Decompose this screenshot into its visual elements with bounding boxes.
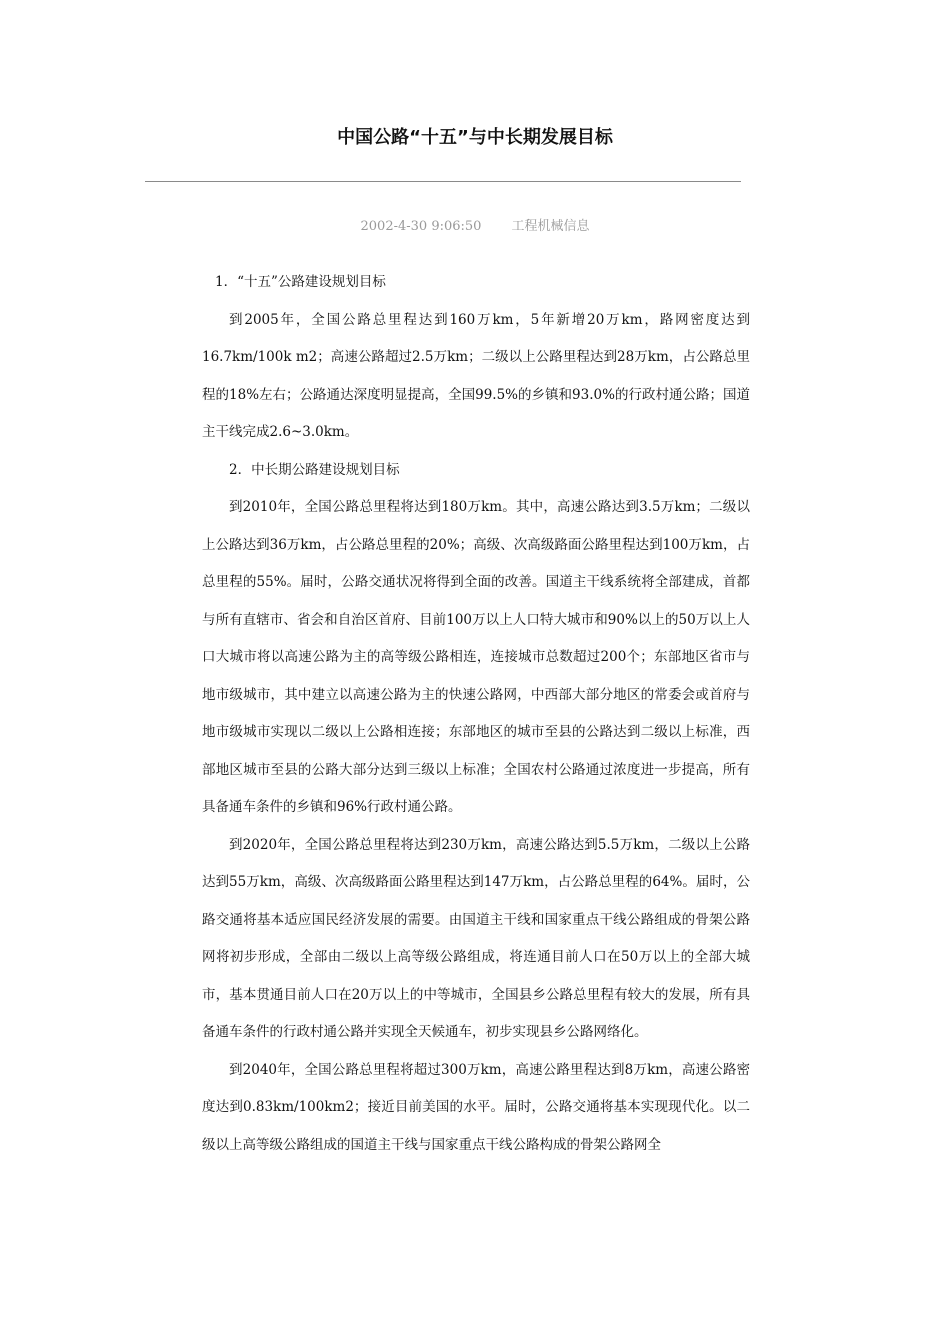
article-body (202, 264, 750, 1164)
section-heading: 1．“十五”公路建设规划目标 (215, 274, 386, 290)
section-heading: 2．中长期公路建设规划目标 (229, 461, 400, 478)
article-meta (0, 218, 950, 236)
page-title: 中国公路“十五”与中长期发展目标 (337, 127, 613, 148)
article-source: 工程机械信息 (511, 219, 590, 234)
publish-date: 2002-4-30 9:06:50 (360, 219, 482, 234)
body-paragraph: 到2010年，全国公路总里程将达到180万km。其中，高速公路达到3.5万km；二级以上公路达到36万km，占公路总里程的20%；高级、次高级路面公路里程达到100万km，占总里程的55%。届时，公路交通状况将得到全面的改善。国道主干线系统将全部建成，首都与所有直辖市、省会和自治区首府、目前100万以上人口特大城市和90%以上的50万以上人口大城市将以高速公路为主的高等级公路相连，连接城市总数超过200个；东部地区省市与地市级城市，其中建立以高速公路为主的快速公路网，中西部大部分地区的常委会或首府与地市级城市实现以二级以上公路相连接；东部地区的城市至县的公路达到二级以上标准，西部地区城市至县的公路大部分达到三级以上标准；全国农村公路通过浓度进一步提高，所有具备通车条件的乡镇和96%行政村通公路。 (202, 499, 750, 815)
body-paragraph: 到2040年，全国公路总里程将超过300万km，高速公路里程达到8万km，高速公路密度达到0.83km/100km2；接近目前美国的水平。届时，公路交通将基本实现现代化。以二级以上高等级公路组成的国道主干线与国家重点干线公路构成的骨架公路网全 (202, 1061, 750, 1153)
body-paragraph: 到2005年，全国公路总里程达到160万km，5年新增20万km，路网密度达到16.7km/100k m2；高速公路超过2.5万km；二级以上公路里程达到28万km，占公路总里程的18%左右；公路通达深度明显提高，全国99.5%的乡镇和93.0%的行政村通公路；国道主干线完成2.6~3.0km。 (202, 311, 750, 440)
title-divider (145, 181, 741, 182)
body-paragraph: 到2020年，全国公路总里程将达到230万km，高速公路达到5.5万km，二级以上公路达到55万km，高级、次高级路面公路里程达到147万km，占公路总里程的64%。届时，公路交通将基本适应国民经济发展的需要。由国道主干线和国家重点干线公路组成的骨架公路网将初步形成，全部由二级以上高等级公路组成，将连通目前人口在50万以上的全部大城市，基本贯通目前人口在20万以上的中等城市，全国县乡公路总里程有较大的发展，所有具备通车条件的行政村通公路并实现全天候通车，初步实现县乡公路网络化。 (202, 836, 750, 1040)
